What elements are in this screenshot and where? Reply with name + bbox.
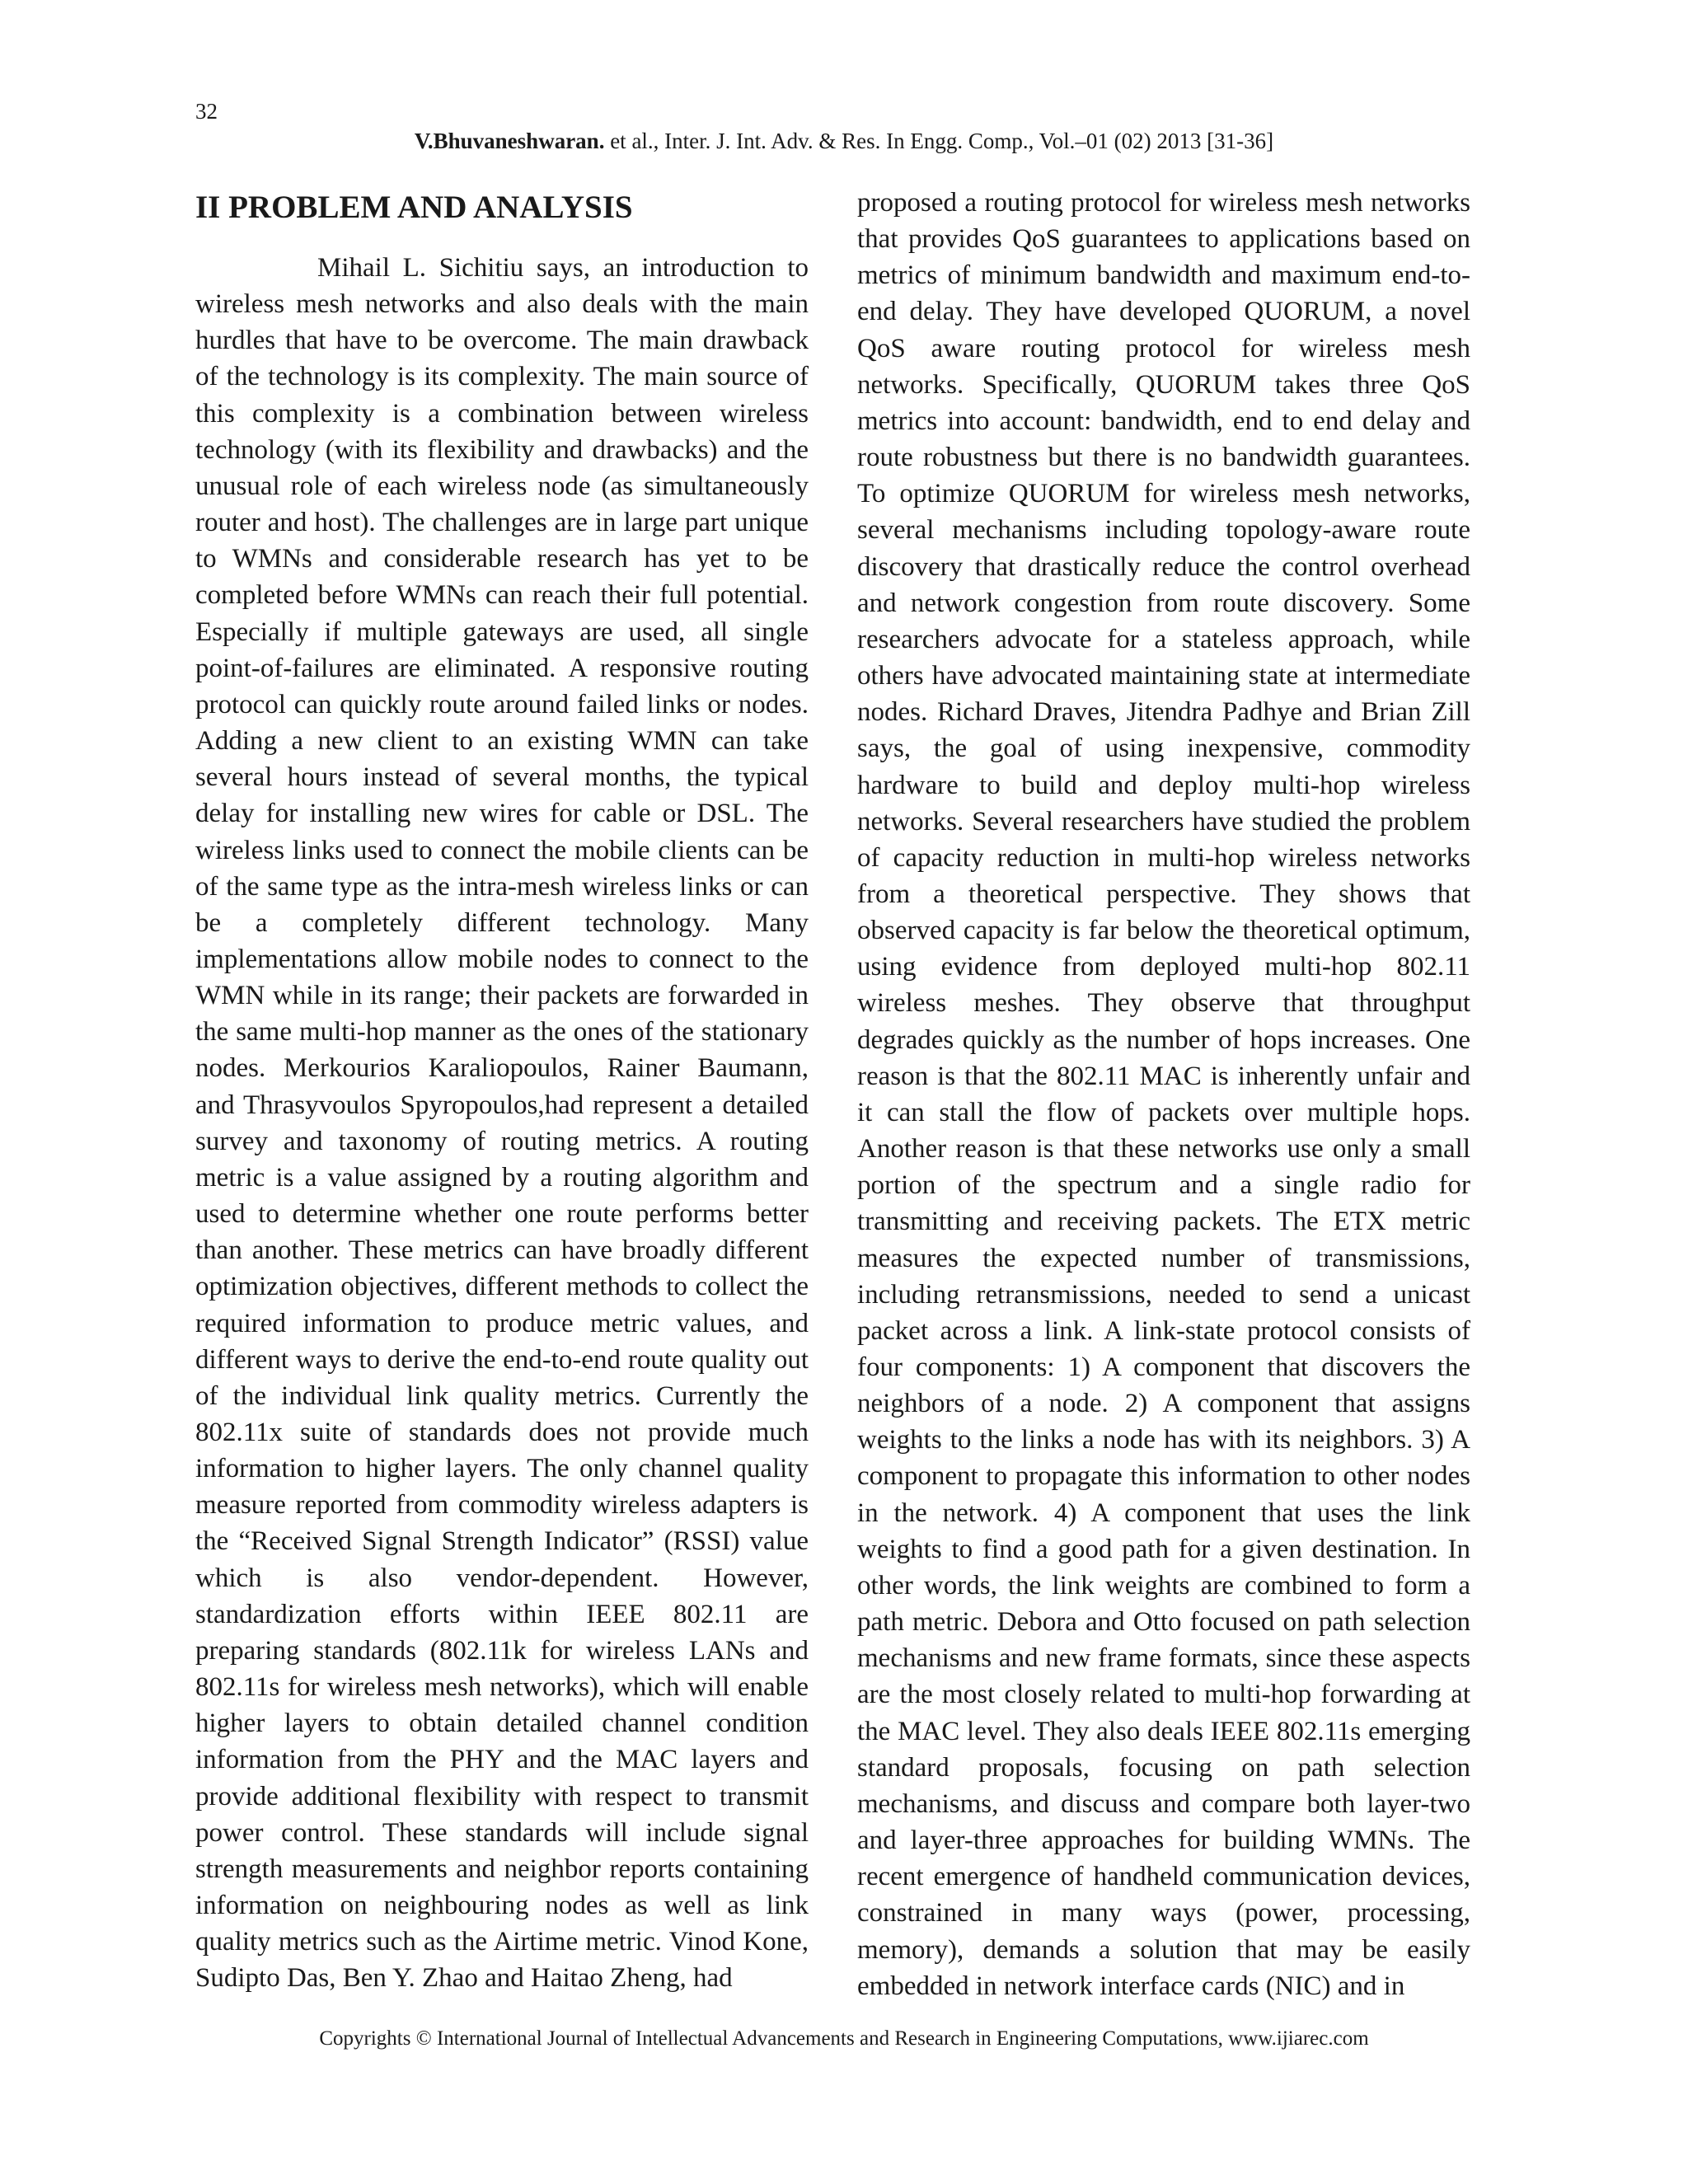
running-header — [0, 129, 1688, 154]
right-column-paragraph: proposed a routing protocol for wireless mesh networks that provides QoS guarantees to applications based on metrics of minimum bandwidth and maximum end-to-end delay. They have developed QUORUM, a novel QoS aware routing protocol for wireless mesh networks. Specifically, QUORUM takes three QoS metrics into account: bandwidth, end to end delay and route robustness but there is no bandwidth guarantees. To optimize QUORUM for wireless mesh networks, several mechanisms including topology-aware route discovery that drastically reduce the control overhead and network congestion from route discovery. Some researchers advocate for a stateless approach, while others have advocated maintaining state at intermediate nodes. Richard Draves, Jitendra Padhye and Brian Zill says, the goal of using inexpensive, commodity hardware to build and deploy multi-hop wireless networks. Several researchers have studied the problem of capacity reduction in multi-hop wireless networks from a theoretical perspective. They shows that observed capacity is far below the theoretical optimum, using evidence from deployed multi-hop 802.11 wireless meshes. They observe that throughput degrades quickly as the number of hops increases. One reason is that the 802.11 MAC is inherently unfair and it can stall the flow of packets over multiple hops. Another reason is that these networks use only a small portion of the spectrum and a single radio for transmitting and receiving packets. The ETX metric measures the expected number of transmissions, including retransmissions, needed to send a unicast packet across a link. A link-state protocol consists of four components: 1) A component that discovers the neighbors of a node. 2) A component that assigns weights to the links a node has with its neighbors. 3) A component to propagate this information to other nodes in the network. 4) A component that uses the link weights to find a good path for a given destination. In other words, the link weights are combined to form a path metric. Debora and Otto focused on path selection mechanisms and new frame formats, since these aspects are the most closely related to multi-hop forwarding at the MAC level. They also deals IEEE 802.11s emerging standard proposals, focusing on path selection mechanisms, and discuss and compare both layer-two and layer-three approaches for building WMNs. The recent emergence of handheld communication devices, constrained in many ways (power, processing, memory), demands a solution that may be easily embedded in network interface cards (NIC) and in — [857, 188, 1470, 2001]
left-column — [195, 185, 809, 1997]
right-column — [857, 185, 1470, 2004]
left-column-paragraph: Mihail L. Sichitiu says, an introduction to wireless mesh networks and also deals with the main hurdles that have to be overcome. The main drawback of the technology is its complexity. The main source of this complexity is a combination between wireless technology (with its flexibility and drawbacks) and the unusual role of each wireless node (as simultaneously router and host). The challenges are in large part unique to WMNs and considerable research has yet to be completed before WMNs can reach their full potential. Especially if multiple gateways are used, all single point-of-failures are eliminated. A responsive routing protocol can quickly route around failed links or nodes. Adding a new client to an existing WMN can take several hours instead of several months, the typical delay for installing new wires for cable or DSL. The wireless links used to connect the mobile clients can be of the same type as the intra-mesh wireless links or can be a completely different technology. Many implementations allow mobile nodes to connect to the WMN while in its range; their packets are forwarded in the same multi-hop manner as the ones of the stationary nodes. Merkourios Karaliopoulos, Rainer Baumann, and Thrasyvoulos Spyropoulos,had represent a detailed survey and taxonomy of routing metrics. A routing metric is a value assigned by a routing algorithm and used to determine whether one route performs better than another. These metrics can have broadly different optimization objectives, different methods to collect the required information to produce metric values, and different ways to derive the end-to-end route quality out of the individual link quality metrics. Currently the 802.11x suite of standards does not provide much information to higher layers. The only channel quality measure reported from commodity wireless adapters is the “Received Signal Strength Indicator” (RSSI) value which is also vendor-dependent. However, standardization efforts within IEEE 802.11 are preparing standards (802.11k for wireless LANs and 802.11s for wireless mesh networks), which will enable higher layers to obtain detailed channel condition information from the PHY and the MAC layers and provide additional flexibility with respect to transmit power control. These standards will include signal strength measurements and neighbor reports containing information on neighbouring nodes as well as link quality metrics such as the Airtime metric. Vinod Kone, Sudipto Das, Ben Y. Zhao and Haitao Zheng, had — [195, 253, 809, 1994]
section-heading: II PROBLEM AND ANALYSIS — [195, 190, 633, 225]
header-author: V.Bhuvaneshwaran. — [414, 129, 605, 153]
copyright-footer: Copyrights © International Journal of Intellectual Advancements and Research in Engineering Computations, www.ijiarec.com — [319, 2027, 1369, 2050]
page-number: 32 — [195, 99, 218, 124]
header-citation: et al., Inter. J. Int. Adv. & Res. In Engg. Comp., Vol.–01 (02) 2013 [31-36] — [604, 129, 1274, 153]
